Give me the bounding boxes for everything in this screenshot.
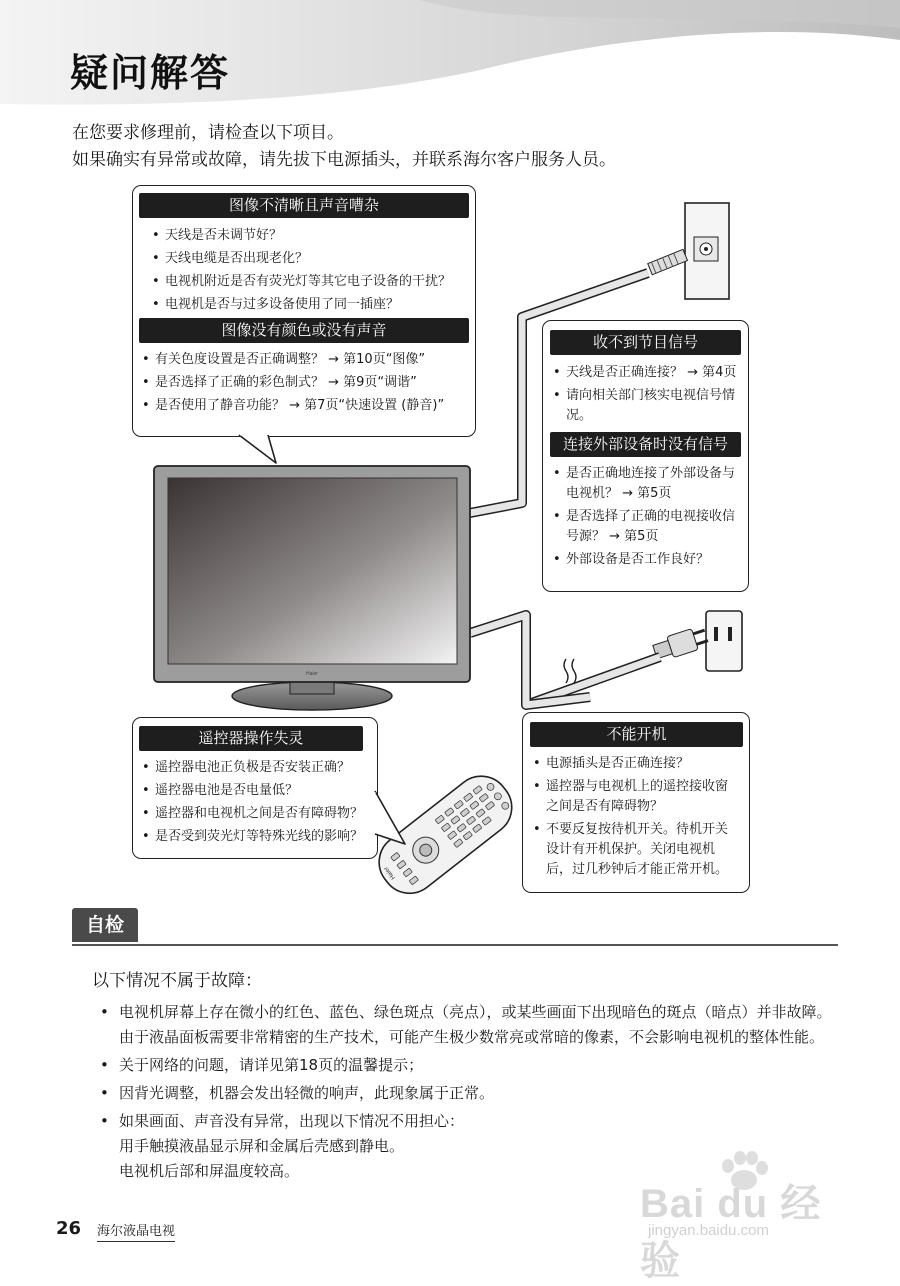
list-item: • 是否使用了静音功能？ → 第7页“快速设置 (静音)” [141, 396, 469, 416]
card-title-no-color-sound: 图像没有颜色或没有声音 [139, 318, 469, 343]
page-title: 疑问解答 [70, 51, 231, 95]
tv-illustration [150, 462, 475, 724]
bubble-tail [374, 790, 408, 848]
section-divider [72, 944, 838, 946]
list-item: • 外部设备是否工作良好？ [552, 550, 741, 570]
list-item [100, 1000, 840, 1050]
power-outlet-illustration [470, 605, 750, 715]
list-item: • 天线电缆是否出现老化？ [151, 249, 469, 269]
list-item: • 电视机是否与过多设备使用了同一插座？ [151, 295, 469, 315]
list-item: • 不要反复按待机开关。待机开关设计有开机保护。关闭电视机后，过几秒钟后才能正常开机。 [532, 820, 739, 880]
self-check-subhead: 以下情况不属于故障： [92, 971, 262, 991]
note-text: 用手触摸液晶显示屏和金属后壳感到静电。 [119, 1137, 405, 1155]
no-signal-list [550, 355, 741, 426]
no-power-list [530, 747, 743, 880]
list-item: • 电源插头是否正确连接？ [532, 754, 739, 774]
page-number: 26 [56, 1218, 82, 1239]
card-title-no-signal: 收不到节目信号 [550, 330, 741, 355]
external-no-signal-list [550, 457, 741, 570]
list-item: • 遥控器电池是否电量低？ [141, 781, 371, 801]
list-item [100, 1081, 840, 1106]
remote-brand-logo: Haier [383, 865, 397, 881]
card-power [522, 712, 750, 893]
list-item: • 有关色度设置是否正确调整？ → 第10页“图像” [141, 350, 469, 370]
no-color-sound-list [139, 343, 469, 416]
self-check-tab: 自检 [72, 908, 138, 942]
remote-fail-list [139, 751, 371, 847]
intro-line: 在您要求修理前，请检查以下项目。 [72, 123, 344, 143]
note-text: • 因背光调整，机器会发出轻微的响声，此现象属于正常。 [119, 1084, 495, 1102]
list-item: • 电视机附近是否有荧光灯等其它电子设备的干扰？ [151, 272, 469, 292]
list-item: • 天线是否未调节好？ [151, 226, 469, 246]
card-title-picture-noise: 图像不清晰且声音嘈杂 [139, 193, 469, 218]
card-title-external-no-signal: 连接外部设备时没有信号 [550, 432, 741, 457]
card-picture-and-sound [132, 185, 476, 437]
note-text: • 电视机屏幕上存在微小的红色、蓝色、绿色斑点（亮点），或某些画面下出现暗色的斑点（暗点）并非故障。由于液晶面板需要非常精密的生产技术，可能产生极少数常亮或常暗的像素，不会影响电视机的整体性能。 [119, 1003, 832, 1046]
list-item: • 是否正确地连接了外部设备与电视机？ → 第5页 [552, 464, 741, 504]
watermark-logo: Bai du 经验 [640, 1182, 822, 1283]
list-item [100, 1053, 840, 1078]
list-item: • 是否受到荧光灯等特殊光线的影响？ [141, 827, 371, 847]
list-item: • 请向相关部门核实电视信号情况。 [552, 386, 741, 426]
list-item: • 天线是否正确连接？ → 第4页 [552, 363, 741, 383]
tv-brand-logo: Haier [306, 671, 318, 677]
card-title-no-power: 不能开机 [530, 722, 743, 747]
list-item: • 遥控器电池正负极是否安装正确？ [141, 758, 371, 778]
card-remote [132, 717, 378, 859]
note-text: • 关于网络的问题，请详见第18页的温馨提示； [119, 1056, 424, 1074]
note-text: 电视机后部和屏温度较高。 [119, 1162, 300, 1180]
list-item: • 遥控器和电视机之间是否有障碍物？ [141, 804, 371, 824]
list-item: • 是否选择了正确的电视接收信号源？ → 第5页 [552, 507, 741, 547]
watermark-url: jingyan.baidu.com [648, 1222, 769, 1239]
picture-noise-list [139, 218, 469, 315]
bubble-tail [238, 434, 284, 466]
card-title-remote-fail: 遥控器操作失灵 [139, 726, 363, 751]
intro-line: 如果确实有异常或故障，请先拔下电源插头，并联系海尔客户服务人员。 [72, 150, 616, 170]
intro-text [72, 120, 616, 174]
list-item: • 遥控器与电视机上的遥控接收窗之间是否有障碍物？ [532, 777, 739, 817]
footer-product-name: 海尔液晶电视 [97, 1220, 175, 1242]
card-signal [542, 320, 749, 592]
note-text: • 如果画面、声音没有异常，出现以下情况不用担心： [119, 1112, 465, 1130]
list-item: • 是否选择了正确的彩色制式？ → 第9页“调谐” [141, 373, 469, 393]
baidu-watermark [618, 1150, 858, 1283]
